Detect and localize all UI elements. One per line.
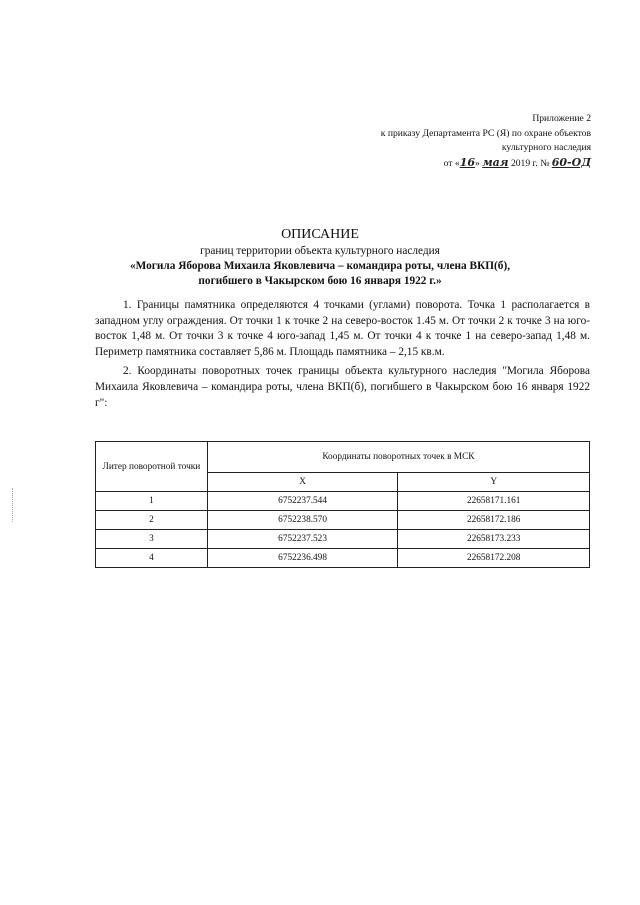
appendix-header: [381, 112, 591, 171]
x-cell: 6752236.498: [207, 549, 398, 568]
x-cell: 6752237.523: [207, 530, 398, 549]
scan-margin-mark: [12, 488, 14, 522]
y-cell: 22658171.161: [398, 492, 590, 511]
y-cell: 22658172.208: [398, 549, 590, 568]
point-cell: 4: [96, 549, 208, 568]
x-cell: 6752237.544: [207, 492, 398, 511]
date-prefix: от «: [443, 157, 460, 169]
y-cell: 22658173.233: [398, 530, 590, 549]
appendix-department: культурного наследия: [501, 142, 591, 153]
date-year: 2019 г. №: [508, 157, 552, 169]
header-coordinates: Координаты поворотных точек в МСК: [207, 442, 589, 473]
table-row: [96, 530, 590, 549]
header-y: Y: [398, 473, 590, 492]
object-name-line1: «Могила Яборова Михаила Яковлевича – командира роты, члена ВКП(б),: [129, 260, 511, 272]
x-cell: 6752238.570: [207, 511, 398, 530]
document-body: [95, 298, 590, 415]
point-cell: 1: [96, 492, 208, 511]
header-point: Литер поворотной точки: [96, 442, 208, 492]
handwritten-day: 16: [459, 155, 476, 169]
document-heading: [90, 226, 550, 289]
paragraph-coordinates: 2. Координаты поворотных точек границы объекта культурного наследия "Могила Яборова Михаила Яковлевича – командира роты, члена ВКП(б), погибшего в Чакырском бою 16 января 1922 г":: [95, 365, 590, 409]
table-row: [96, 492, 590, 511]
table-row: [96, 511, 590, 530]
point-cell: 3: [96, 530, 208, 549]
handwritten-order-number: 60-ОД: [551, 155, 591, 169]
document-subtitle: границ территории объекта культурного наследия: [200, 245, 440, 257]
date-mid: »: [475, 157, 483, 169]
appendix-order-reference: к приказу Департамента РС (Я) по охране объектов: [380, 127, 591, 139]
object-name-line2: погибшего в Чакырском бою 16 января 1922 г.»: [198, 275, 442, 287]
point-cell: 2: [96, 511, 208, 530]
table-row: [96, 549, 590, 568]
header-x: X: [207, 473, 398, 492]
table-header-row: [96, 442, 590, 473]
coordinates-table: [95, 441, 590, 568]
paragraph-boundaries: 1. Границы памятника определяются 4 точками (углами) поворота. Точка 1 располагается в западном углу ограждения. От точки 1 к точке 2 на северо-восток 1.45 м. От точки 2 к точке 3 на юго-восток 1,48 м. От точки 3 к точке 4 юго-запад 1,45 м. От точки 4 к точке 1 на северо-запад 1,48 м. Периметр памятника составляет 5,86 м. Площадь памятника – 2,15 кв.м.: [95, 299, 590, 358]
appendix-date-line: [381, 156, 591, 172]
appendix-number: Приложение 2: [532, 113, 591, 124]
handwritten-month: мая: [482, 155, 509, 169]
y-cell: 22658172.186: [398, 511, 590, 530]
document-title: ОПИСАНИЕ: [281, 227, 359, 242]
